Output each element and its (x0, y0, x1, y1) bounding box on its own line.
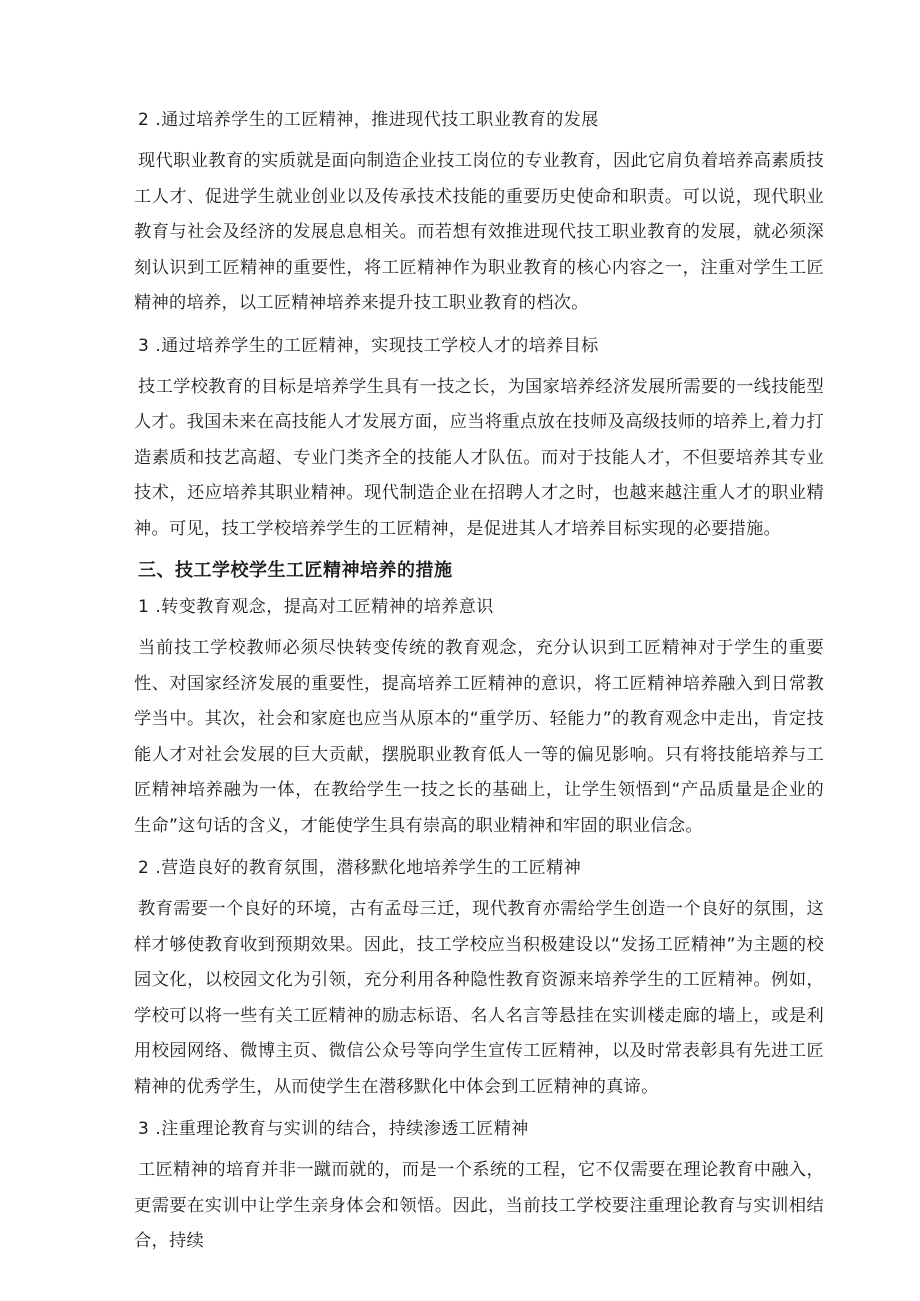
subheading-2-2 (134, 334, 824, 358)
subheading-number: 1 (138, 597, 150, 617)
subheading-number: 3 (138, 335, 150, 356)
subheading-2-1 (134, 108, 824, 132)
subheading-3-3 (134, 1117, 824, 1141)
document-body (134, 108, 824, 1272)
subheading-number: 3 (138, 1119, 150, 1139)
subheading-text: .转变教育观念，提高对工匠精神的培养意识 (155, 597, 494, 617)
body-paragraph: 当前技工学校教师必须尽快转变传统的教育观念，充分认识到工匠精神对于学生的重要性、对国家经济发展的重要性，提高培养工匠精神的意识，将工匠精神培养融入到日常教学当中。其次，社会和家庭也应当从原本的“重学历、轻能力”的教育观念中走出，肯定技能人才对社会发展的巨大贡献，摆脱职业教育低人一等的偏见影响。只有将技能培养与工匠精神培养融为一体，在教给学生一技之长的基础上，让学生领悟到“产品质量是企业的生命”这句话的含义，才能使学生具有崇高的职业精神和牢固的职业信念。 (134, 638, 824, 836)
body-paragraph: 技工学校教育的目标是培养学生具有一技之长，为国家培养经济发展所需要的一线技能型人才。我国未来在高技能人才发展方面，应当将重点放在技师及高级技师的培养上,着力打造素质和技艺高超、专业门类齐全的技能人才队伍。而对于技能人才，不但要培养其专业技术，还应培养其职业精神。现代制造企业在招聘人才之时，也越来越注重人才的职业精神。可见，技工学校培养学生的工匠精神，是促进其人才培养目标实现的必要措施。 (134, 376, 824, 539)
body-paragraph: 工匠精神的培育并非一蹴而就的，而是一个系统的工程，它不仅需要在理论教育中融入，更需要在实训中让学生亲身体会和领悟。因此，当前技工学校要注重理论教育与实训相结合，持续 (134, 1160, 824, 1251)
subheading-3-2 (134, 856, 824, 880)
subheading-text: .通过培养学生的工匠精神，推进现代技工职业教育的发展 (155, 110, 599, 130)
section-title: 三、技工学校学生工匠精神培养的措施 (138, 560, 453, 581)
subheading-text: .营造良好的教育氛围，潜移默化地培养学生的工匠精神 (155, 858, 582, 878)
subheading-number: 2 (138, 110, 150, 130)
subheading-3-1 (134, 595, 824, 619)
subheading-number: 2 (138, 858, 150, 878)
subheading-text: .注重理论教育与实训的结合，持续渗透工匠精神 (155, 1119, 529, 1139)
subheading-text: .通过培养学生的工匠精神，实现技工学校人才的培养目标 (155, 335, 599, 356)
body-paragraph: 现代职业教育的实质就是面向制造企业技工岗位的专业教育，因此它肩负着培养高素质技工人才、促进学生就业创业以及传承技术技能的重要历史使命和职责。可以说，现代职业教育与社会及经济的发展息息相关。而若想有效推进现代技工职业教育的发展，就必须深刻认识到工匠精神的重要性，将工匠精神作为职业教育的核心内容之一，注重对学生工匠精神的培养，以工匠精神培养来提升技工职业教育的档次。 (134, 151, 824, 313)
body-paragraph: 教育需要一个良好的环境，古有孟母三迁，现代教育亦需给学生创造一个良好的氛围，这样才够使教育收到预期效果。因此，技工学校应当积极建设以“发扬工匠精神”为主题的校园文化，以校园文化为引领，充分利用各种隐性教育资源来培养学生的工匠精神。例如，学校可以将一些有关工匠精神的励志标语、名人名言等悬挂在实训楼走廊的墙上，或是利用校园网络、微博主页、微信公众号等向学生宣传工匠精神，以及时常表彰具有先进工匠精神的优秀学生，从而使学生在潜移默化中体会到工匠精神的真谛。 (134, 899, 824, 1097)
